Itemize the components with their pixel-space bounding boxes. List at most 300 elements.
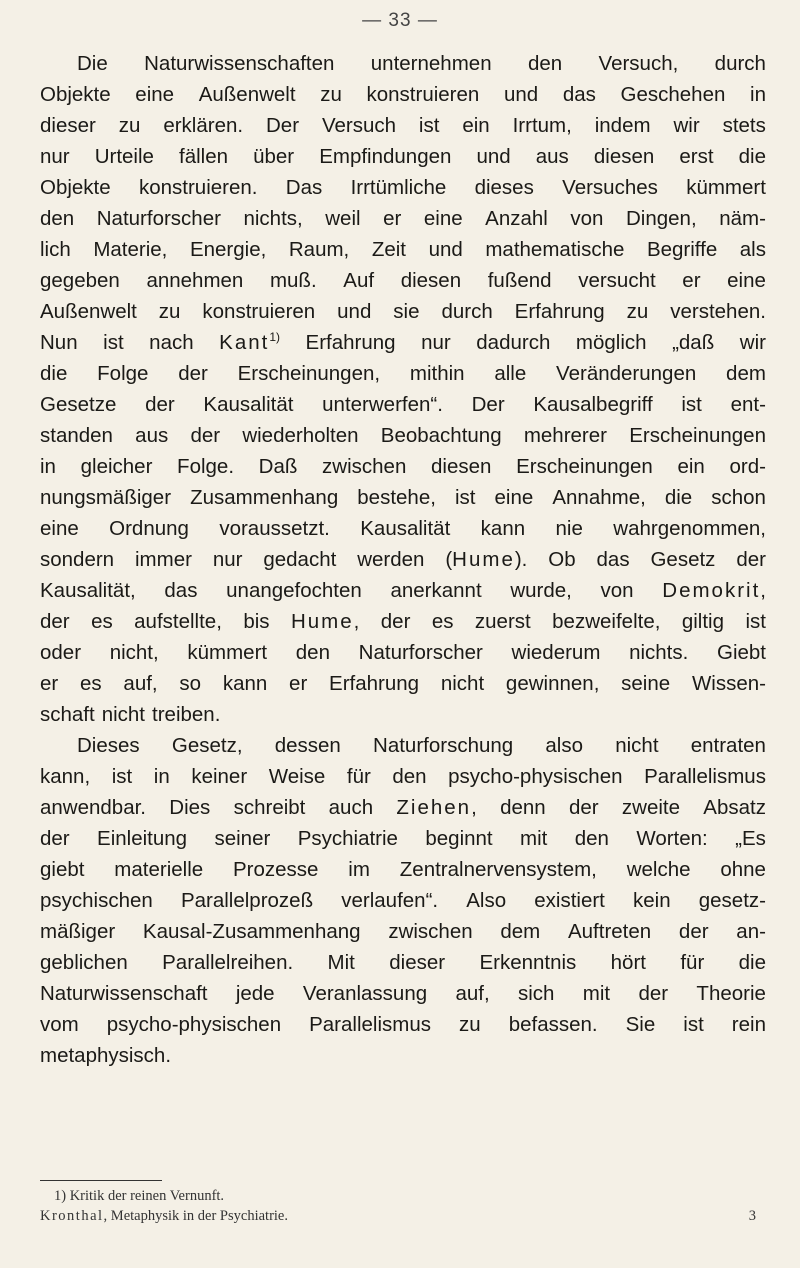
text-line — [40, 823, 766, 854]
word — [328, 947, 355, 978]
word-part: der — [145, 393, 175, 416]
word-part: mithin — [409, 362, 465, 385]
body-text — [40, 48, 766, 1071]
word-part: schaft — [40, 703, 95, 726]
word — [520, 823, 547, 854]
word — [466, 885, 506, 916]
word-part: Naturforschung — [373, 734, 514, 757]
word — [162, 947, 293, 978]
word — [40, 327, 78, 358]
word-part: auf, — [123, 672, 158, 695]
word — [289, 234, 349, 265]
word — [390, 575, 481, 606]
word — [711, 482, 766, 513]
word — [40, 296, 137, 327]
word-part: und — [428, 238, 463, 261]
word — [425, 823, 492, 854]
word — [298, 823, 398, 854]
word-part: es — [431, 610, 454, 633]
word-part: unternehmen — [370, 52, 492, 75]
word-part: die — [664, 486, 693, 509]
word — [736, 916, 766, 947]
word-part: materielle — [114, 858, 204, 881]
word — [343, 265, 374, 296]
word — [97, 358, 148, 389]
word-part: ohne — [720, 858, 766, 881]
word-part: zweite — [621, 796, 680, 819]
word — [159, 296, 181, 327]
word-part: anerkannt — [390, 579, 482, 602]
word — [739, 141, 766, 172]
word — [568, 916, 651, 947]
word-part: so — [179, 672, 202, 695]
word — [611, 947, 646, 978]
footnote-rule — [40, 1180, 162, 1181]
word — [736, 544, 766, 575]
word-part: standen — [40, 424, 113, 447]
word — [534, 885, 605, 916]
word — [135, 420, 168, 451]
word — [187, 637, 267, 668]
word — [178, 358, 208, 389]
word-part: Erfahrung — [305, 331, 396, 354]
word — [40, 420, 113, 451]
word — [681, 389, 702, 420]
text-line — [40, 854, 766, 885]
word — [633, 885, 671, 916]
word — [359, 637, 483, 668]
word — [347, 761, 371, 792]
word — [263, 544, 336, 575]
word — [357, 482, 436, 513]
word — [562, 172, 658, 203]
word — [717, 637, 766, 668]
word — [621, 668, 670, 699]
word — [93, 234, 167, 265]
word — [726, 358, 766, 389]
word-part: Energie, — [189, 238, 267, 261]
text-line — [40, 110, 766, 141]
word — [686, 172, 766, 203]
word-part: nicht — [440, 672, 485, 695]
word-part: Zeit — [371, 238, 407, 261]
word — [644, 761, 766, 792]
word-part: es — [91, 610, 113, 633]
word-part: der — [736, 548, 766, 571]
word — [219, 327, 280, 358]
word-part: der — [40, 610, 70, 633]
word-part: Nun — [40, 331, 78, 354]
word — [545, 730, 583, 761]
word-part: sie — [393, 300, 420, 323]
word-part: psycho-physischen — [106, 1013, 282, 1036]
word — [40, 544, 114, 575]
word — [40, 358, 67, 389]
word — [500, 916, 540, 947]
word — [548, 544, 575, 575]
word — [670, 296, 766, 327]
word — [740, 327, 766, 358]
word-part: seiner — [214, 827, 271, 850]
word — [320, 79, 342, 110]
word — [696, 978, 766, 1009]
word-part: denn — [500, 796, 546, 819]
word-part: Beobachtung — [380, 424, 502, 447]
word-part: dieser — [40, 114, 96, 137]
word-part: dessen — [274, 734, 341, 757]
word — [40, 668, 58, 699]
word-part: in — [153, 765, 170, 788]
word — [485, 234, 624, 265]
word — [662, 575, 766, 606]
word — [393, 296, 419, 327]
word — [381, 606, 411, 637]
word-part: gleicher — [80, 455, 153, 478]
word-part: der — [678, 920, 709, 943]
word — [570, 203, 603, 234]
word — [488, 265, 552, 296]
word — [40, 606, 70, 637]
word-part: Theorie — [696, 982, 766, 1005]
word-part: fällen — [179, 145, 229, 168]
word-part: Parallelreihen. — [162, 951, 294, 974]
word-part: ist — [418, 114, 440, 137]
word — [103, 327, 124, 358]
text-line — [40, 327, 766, 358]
word — [732, 1009, 766, 1040]
word — [219, 513, 330, 544]
word — [410, 358, 465, 389]
word-part: Irrtum, — [512, 114, 572, 137]
footnote-1: 1) Kritik der reinen Vernunft. — [54, 1188, 225, 1204]
word — [190, 482, 338, 513]
word — [325, 203, 360, 234]
word-part: Anzahl — [485, 207, 548, 230]
word — [303, 978, 427, 1009]
word-part: der — [638, 982, 669, 1005]
word-part: Erfahrung — [514, 300, 605, 323]
word — [389, 947, 445, 978]
word-part: die — [738, 145, 766, 168]
word-part: bis — [243, 610, 270, 633]
word-part: er — [289, 672, 308, 695]
word — [629, 637, 688, 668]
text-line — [40, 792, 766, 823]
word-part: er — [383, 207, 402, 230]
word — [202, 296, 315, 327]
word-part: unangefochten — [226, 579, 362, 602]
word — [421, 327, 451, 358]
word-part: eine — [727, 269, 766, 292]
word-part: er — [40, 672, 59, 695]
word-part: den — [527, 52, 563, 75]
word — [145, 389, 175, 420]
text-line — [40, 513, 766, 544]
word-part: ein — [677, 455, 705, 478]
text-line — [40, 420, 766, 451]
word — [40, 885, 153, 916]
word — [319, 141, 451, 172]
word — [629, 420, 766, 451]
word-part: Außenwelt — [198, 83, 296, 106]
word-part: Absatz — [703, 796, 766, 819]
word-part: psychischen — [40, 889, 153, 912]
word-part: Parallelprozeß — [180, 889, 314, 912]
word — [40, 978, 207, 1009]
word-part: unterwerfen“. — [322, 393, 443, 416]
word — [524, 420, 607, 451]
word-part: , — [760, 579, 766, 602]
word-part: ( — [445, 548, 453, 571]
word — [40, 1009, 79, 1040]
word — [107, 1009, 281, 1040]
word-part: als — [739, 238, 766, 261]
word-part: oder — [40, 641, 82, 664]
word — [518, 978, 554, 1009]
word-part: weil — [325, 207, 361, 230]
word-part: psycho-physischen — [448, 765, 623, 788]
word — [236, 978, 275, 1009]
word-part: an- — [736, 920, 766, 943]
word-part: Versuches — [562, 176, 658, 199]
word-part: die — [738, 951, 766, 974]
word — [243, 606, 269, 637]
word-part: zu — [626, 300, 649, 323]
word — [40, 637, 81, 668]
word-part: Materie, — [93, 238, 168, 261]
word — [40, 265, 120, 296]
word — [383, 203, 401, 234]
word — [622, 792, 680, 823]
word — [638, 978, 668, 1009]
word — [191, 761, 247, 792]
word — [699, 885, 766, 916]
word-part: diesen — [400, 269, 462, 292]
word-part: aus — [135, 424, 169, 447]
word — [40, 1040, 171, 1071]
word-part: Der — [265, 114, 300, 137]
word — [337, 296, 371, 327]
word — [77, 730, 140, 761]
word-part: mit — [582, 982, 611, 1005]
word — [476, 141, 510, 172]
word — [597, 544, 630, 575]
word — [615, 730, 658, 761]
text-line — [40, 141, 766, 172]
word-part: Urteile — [94, 145, 154, 168]
word-part: mit — [520, 827, 548, 850]
word — [500, 792, 546, 823]
word-part: lich — [40, 238, 71, 261]
word — [536, 141, 569, 172]
word-part: diesen — [593, 145, 655, 168]
word — [679, 916, 709, 947]
word-part: der — [568, 796, 599, 819]
word-part: Psychiatrie — [297, 827, 398, 850]
word-part: dieser — [389, 951, 446, 974]
word-part: kann — [480, 517, 526, 540]
word-part: giltig — [681, 610, 725, 633]
word — [40, 823, 70, 854]
word — [627, 296, 649, 327]
word — [80, 668, 102, 699]
word — [275, 730, 341, 761]
word-part: Naturforscher — [96, 207, 221, 230]
word-part: von — [600, 579, 634, 602]
word — [144, 48, 334, 79]
word-part: zu — [320, 83, 342, 106]
word — [650, 544, 715, 575]
word-part: gegeben — [40, 269, 120, 292]
word — [179, 141, 228, 172]
word-part: wurde, — [510, 579, 572, 602]
word — [40, 389, 116, 420]
word-part: und — [476, 145, 511, 168]
word — [114, 854, 203, 885]
word-part: Der — [471, 393, 505, 416]
word-part: bestehe, — [357, 486, 436, 509]
word-part: muß. — [269, 269, 317, 292]
word — [683, 1009, 704, 1040]
word — [680, 947, 704, 978]
word — [432, 606, 454, 637]
spaced-name: Kant — [219, 331, 270, 354]
word-part: ist — [111, 765, 133, 788]
word-part: den — [392, 765, 427, 788]
word — [583, 978, 610, 1009]
word — [242, 420, 358, 451]
word — [40, 575, 136, 606]
word — [475, 172, 534, 203]
word — [424, 203, 463, 234]
word — [286, 172, 322, 203]
word — [199, 79, 296, 110]
text-line — [40, 699, 766, 730]
word — [40, 699, 95, 730]
word-part: treiben. — [152, 703, 221, 726]
word-part: Mit — [327, 951, 355, 974]
word — [533, 389, 652, 420]
word-part: im — [348, 858, 370, 881]
word-part: Versuch — [321, 114, 397, 137]
word — [613, 513, 766, 544]
word — [509, 1009, 598, 1040]
word — [372, 234, 406, 265]
word — [576, 327, 647, 358]
word-part: giebt — [40, 858, 85, 881]
word — [703, 792, 766, 823]
word — [673, 110, 699, 141]
word-part: diesen — [431, 455, 492, 478]
word — [329, 668, 419, 699]
word-part: keiner — [191, 765, 248, 788]
word-part: das — [596, 548, 630, 571]
text-line — [40, 761, 766, 792]
text-line — [40, 48, 766, 79]
word — [599, 48, 679, 79]
word-part: schreibt — [233, 796, 306, 819]
word-part: Veränderungen — [556, 362, 697, 385]
word-part: metaphysisch. — [40, 1044, 172, 1067]
word-part: Folge — [97, 362, 149, 385]
word-part: Gesetz — [650, 548, 716, 571]
word — [626, 203, 697, 234]
word-part: befassen. — [508, 1013, 598, 1036]
word-part: beginnt — [425, 827, 493, 850]
word — [485, 203, 548, 234]
word — [682, 606, 724, 637]
word-part: die — [40, 362, 68, 385]
word-part: Die — [77, 52, 108, 75]
word — [123, 668, 157, 699]
word-part: Folge. — [177, 455, 235, 478]
word — [102, 699, 145, 730]
word-part: Gesetze — [40, 393, 117, 416]
word-part: zwischen — [388, 920, 473, 943]
word-part: Zentralnervensystem, — [399, 858, 597, 881]
text-line — [40, 1040, 766, 1071]
word-part: zu — [118, 114, 141, 137]
word-part: werden — [357, 548, 425, 571]
word — [40, 854, 84, 885]
word — [419, 110, 440, 141]
word — [575, 823, 609, 854]
footnote-2-author: Kronthal — [40, 1208, 104, 1224]
word-part: zu — [459, 1013, 481, 1036]
word-part: alle — [494, 362, 527, 385]
text-line — [40, 916, 766, 947]
word-part: Also — [466, 889, 507, 912]
word-part: ist — [681, 393, 702, 416]
word-part: durch — [714, 52, 766, 75]
word-part: also — [545, 734, 584, 757]
word-part: Irrtümliche — [350, 176, 447, 199]
word — [448, 761, 622, 792]
word — [243, 203, 302, 234]
word — [213, 544, 243, 575]
word-part: „daß — [672, 331, 715, 354]
spaced-name: Hume — [452, 548, 515, 571]
word-part: rein — [731, 1013, 766, 1036]
word — [266, 110, 299, 141]
word — [110, 637, 159, 668]
word-part: dieses — [474, 176, 534, 199]
word — [119, 110, 141, 141]
word — [627, 854, 691, 885]
word-part: nungsmäßiger — [40, 486, 172, 509]
word-part: Kausalität — [360, 517, 451, 540]
word — [233, 854, 318, 885]
word — [322, 110, 396, 141]
word-part: ein — [462, 114, 490, 137]
word — [388, 916, 472, 947]
word — [77, 48, 108, 79]
word-part: stets — [722, 114, 766, 137]
word — [309, 1009, 431, 1040]
text-line — [40, 606, 766, 637]
word — [636, 823, 707, 854]
word-part: den — [40, 207, 75, 230]
word — [745, 606, 766, 637]
spaced-name: Hume — [290, 610, 354, 633]
word-part: kümmert — [686, 176, 766, 199]
word-part: Objekte — [40, 83, 111, 106]
word — [665, 482, 692, 513]
word — [149, 327, 193, 358]
word — [479, 947, 576, 978]
word — [504, 79, 538, 110]
word-part: Erkenntnis — [479, 951, 577, 974]
